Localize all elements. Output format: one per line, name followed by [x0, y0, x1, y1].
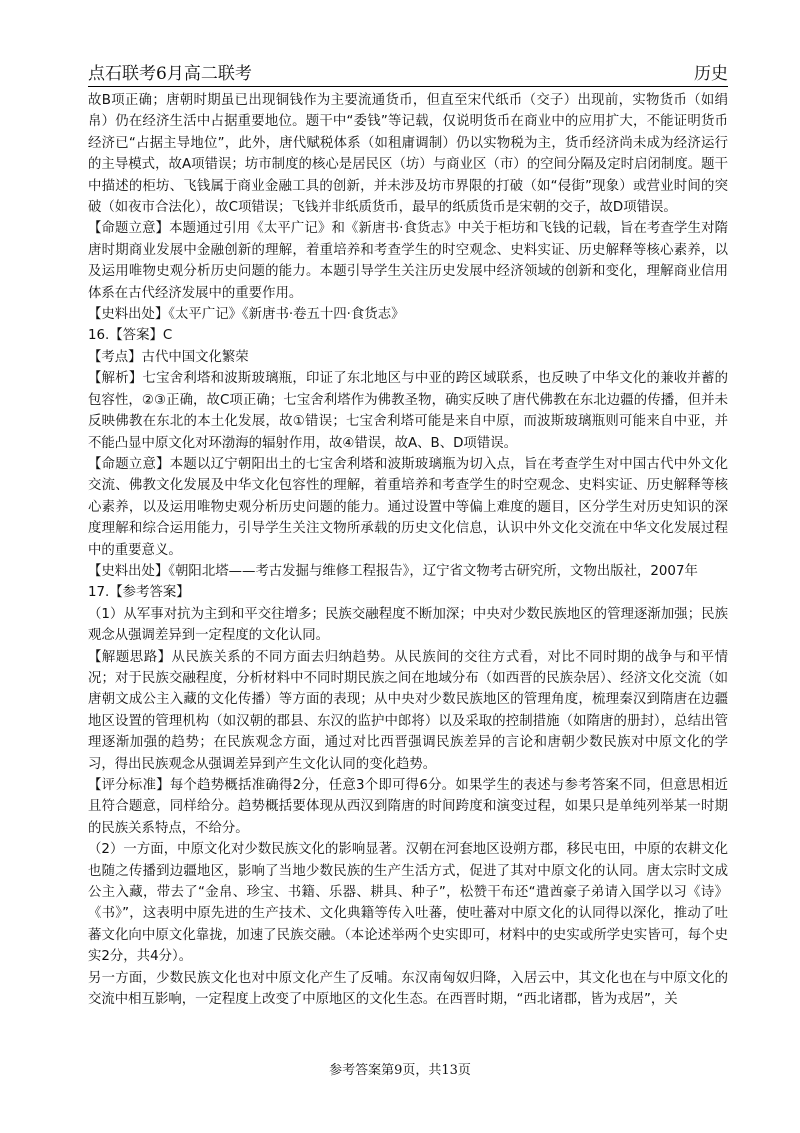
paragraph-q16-intent: 【命题立意】本题以辽宁朝阳出土的七宝舍利塔和波斯玻璃瓶为切入点，旨在考查学生对中国古代中外文化交流、佛教文化发展及中华文化包容性的理解，着重培养和考查学生的时空观念、史料实证、历史解释等核心素养，以及运用唯物史观分析历史问题的能力。通过设置中等偏上难度的题目，区分学生对历史知识的深度理解和综合运用能力，引导学生关注文物所承载的历史文化信息，认识中外文化交流在中华文化发展过程中的重要意义。 — [88, 456, 728, 558]
paragraph-q15-analysis-cont: 故B项正确；唐朝时期虽已出现铜钱作为主要流通货币，但直至宋代纸币（交子）出现前，实物货币（如绢帛）仍在经济生活中占据重要地位。题干中“委钱”等记载，仅说明货币在商业中的应用扩大，不能证明货币经济已“占据主导地位”，此外，唐代赋税体系（如租庸调制）仍以实物税为主，货币经济尚未成为经济运行的主导模式，故A项错误；坊市制度的核心是居民区（坊）与商业区（市）的空间分隔及定时启闭制度。题干中描述的柜坊、飞钱属于商业金融工具的创新，并未涉及坊市界限的打破（如“侵街”现象）或营业时间的突破（如夜市合法化），故C项错误；飞钱并非纸质货币，最早的纸质货币是宋朝的交子，故D项错误。 — [88, 93, 728, 216]
answer-content — [88, 90, 728, 1010]
paragraph-q17-heading: 17.【参考答案】 — [88, 585, 190, 601]
exam-title: 点石联考6月高二联考 — [88, 64, 252, 84]
page-footer: 参考答案第9页，共13页 — [329, 1063, 471, 1078]
paragraph-q17-part1-approach: 【解题思路】从民族关系的不同方面去归纳趋势。从民族间的交往方式看，对比不同时期的战争与和平情况；对于民族交融程度，分析材料中不同时期民族之间在地域分布（如西晋的民族杂居）、经济文化交流（如唐朝文成公主入藏的文化传播）等方面的表现；从中央对少数民族地区的管理角度，梳理秦汉到隋唐在边疆地区设置的管理机构（如汉朝的郡县、东汉的监护中郎将）以及采取的控制措施（如隋唐的册封），总结出管理逐渐加强的趋势；在民族观念方面，通过对比西晋强调民族差异的言论和唐朝少数民族对中原文化的学习，得出民族观念从强调差异到产生文化认同的变化趋势。 — [88, 649, 728, 772]
paragraph-q16-source: 【史料出处】《朝阳北塔——考古发掘与维修工程报告》，辽宁省文物考古研究所，文物出版社，2007年 — [88, 563, 698, 579]
paragraph-q17-part2-first: （2）一方面，中原文化对少数民族文化的影响显著。汉朝在河套地区设朔方郡，移民屯田，中原的农耕文化也随之传播到边疆地区，影响了当地少数民族的生产生活方式，促进了其对中原文化的认同。唐太宗时文成公主入藏，带去了“金帛、珍宝、书籍、乐器、耕具、种子”，松赞干布还“遣酋豪子弟请入国学以习《诗》《书》”，这表明中原先进的生产技术、文化典籍等传入吐蕃，使吐蕃对中原文化的认同得以深化，推动了吐蕃文化向中原文化靠拢，加速了民族交融。（本论述举两个史实即可，材料中的史实或所学史实皆可，每个史实2分，共4分）。 — [88, 842, 728, 965]
paragraph-q15-source: 【史料出处】《太平广记》《新唐书·卷五十四·食货志》 — [88, 307, 405, 323]
header-divider — [88, 86, 728, 87]
paragraph-q17-part2-second: 另一方面，少数民族文化也对中原文化产生了反哺。东汉南匈奴归降，入居云中，其文化也在与中原文化的交流中相互影响，一定程度上改变了中原地区的文化生态。在西晋时期，“西北诸郡，皆为戎居”，关 — [88, 970, 728, 1008]
paragraph-q17-part1-answer: （1）从军事对抗为主到和平交往增多；民族交融程度不断加深；中央对少数民族地区的管理逐渐加强；民族观念从强调差异到一定程度的文化认同。 — [88, 606, 728, 644]
paragraph-q17-part1-scoring: 【评分标准】每个趋势概括准确得2分，任意3个即可得6分。如果学生的表述与参考答案不同，但意思相近且符合题意，同样给分。趋势概括要体现从西汉到隋唐的时间跨度和演变过程，如果只是单纯列举某一时期的民族关系特点，不给分。 — [88, 778, 728, 836]
paragraph-q15-intent: 【命题立意】本题通过引用《太平广记》和《新唐书·食货志》中关于柜坊和飞钱的记载，旨在考查学生对隋唐时期商业发展中金融创新的理解，着重培养和考查学生的时空观念、史料实证、历史解释等核心素养，以及运用唯物史观分析历史问题的能力。本题引导学生关注历史发展中经济领域的创新和变化，理解商业信用体系在古代经济发展中的重要作用。 — [88, 221, 728, 301]
page-header — [88, 58, 728, 84]
paragraph-q16-answer: 16.【答案】C — [88, 328, 173, 344]
subject-label: 历史 — [694, 64, 728, 84]
paragraph-q16-topic: 【考点】古代中国文化繁荣 — [88, 349, 249, 365]
paragraph-q16-analysis: 【解析】七宝舍利塔和波斯玻璃瓶，印证了东北地区与中亚的跨区域联系，也反映了中华文化的兼收并蓄的包容性，②③正确，故C项正确；七宝舍利塔作为佛教圣物，确实反映了唐代佛教在东北边疆的传播，但并未反映佛教在东北的本土化发展，故①错误；七宝舍利塔可能是来自中原，而波斯玻璃瓶则可能来自中亚，并不能凸显中原文化对环渤海的辐射作用，故④错误，故A、B、D项错误。 — [88, 371, 728, 451]
